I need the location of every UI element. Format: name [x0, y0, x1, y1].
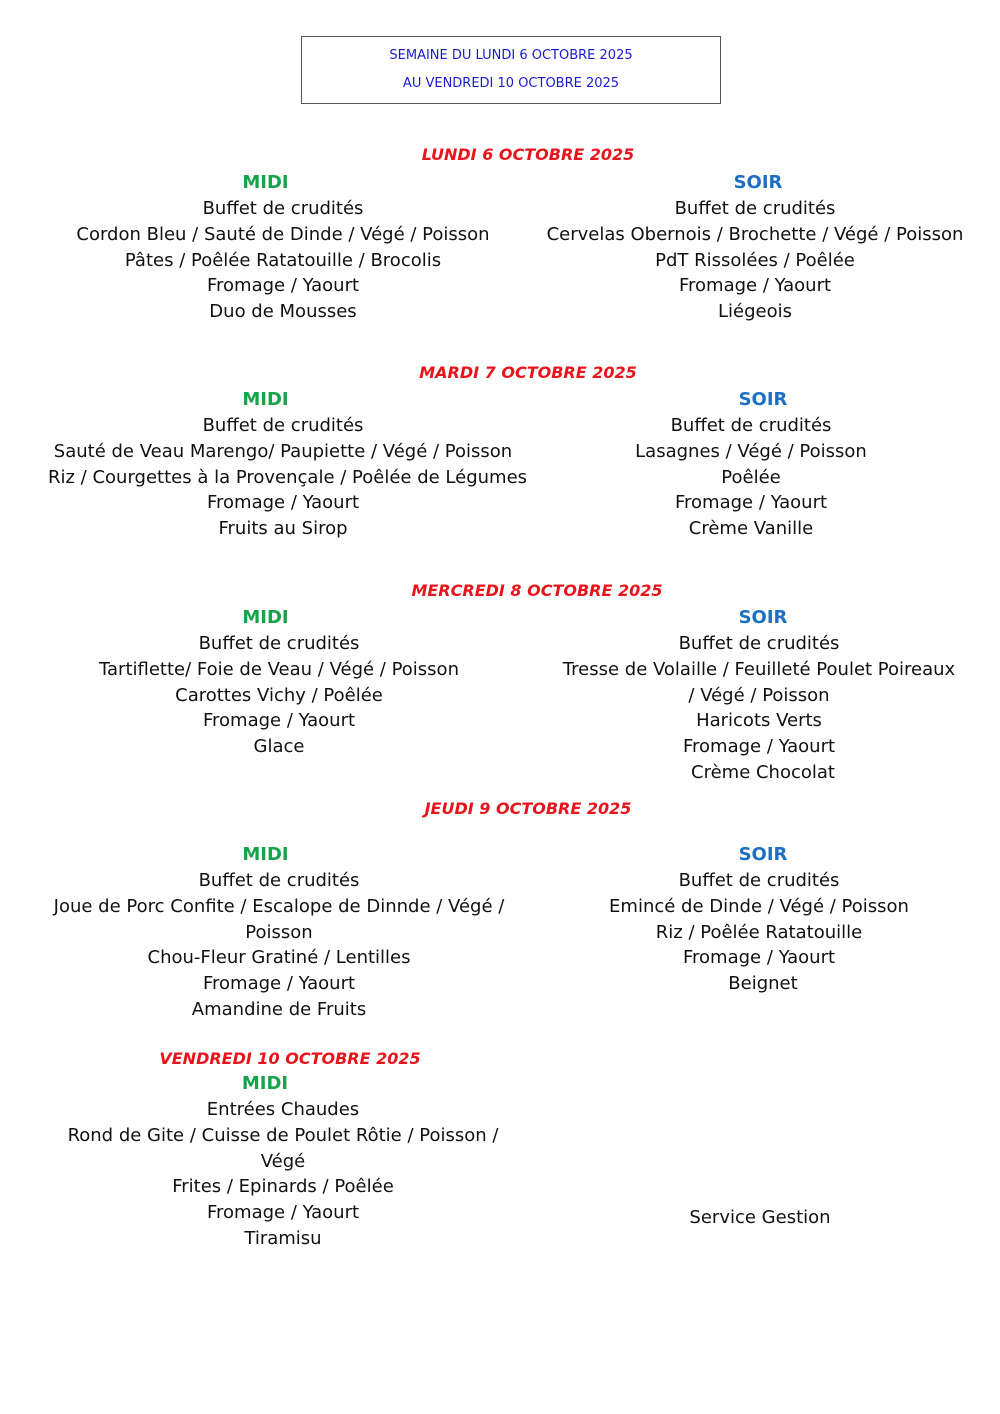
day-title-mercredi: MERCREDI 8 OCTOBRE 2025: [411, 581, 663, 600]
menu-item: Liégeois: [718, 301, 792, 323]
soir-heading: SOIR: [738, 389, 788, 410]
menu-item: Buffet de crudités: [670, 415, 832, 436]
menu-item: Fromage / Yaourt: [682, 736, 836, 758]
menu-item: Fromage / Yaourt: [678, 275, 832, 297]
menu-item: Emincé de Dinde / Végé / Poisson: [609, 895, 909, 917]
menu-item: Riz / Courgettes à la Provençale / Poêlée de Légumes: [48, 466, 528, 488]
midi-heading: MIDI: [242, 607, 289, 628]
menu-item: Fruits au Sirop: [218, 518, 348, 540]
menu-item: Poêlée: [721, 466, 781, 488]
menu-item: Tresse de Volaille / Feuilleté Poulet Poireaux: [562, 658, 956, 680]
menu-item: Pâtes / Poêlée Ratatouille / Brocolis: [124, 249, 442, 271]
menu-item: Buffet de crudités: [678, 870, 840, 891]
soir-heading: SOIR: [738, 844, 788, 865]
menu-item: Joue de Porc Confite / Escalope de Dinnde / Végé /: [53, 895, 505, 917]
menu-item: Buffet de crudités: [674, 198, 836, 219]
menu-item: Buffet de crudités: [198, 633, 360, 654]
menu-item: Lasagnes / Végé / Poisson: [635, 440, 867, 462]
menu-item: / Végé / Poisson: [688, 684, 830, 706]
menu-item: Chou-Fleur Gratiné / Lentilles: [147, 947, 411, 969]
menu-item: Tartiflette/ Foie de Veau / Végé / Poisson: [99, 658, 459, 680]
day-title-lundi: LUNDI 6 OCTOBRE 2025: [421, 145, 635, 164]
day-title-mardi: MARDI 7 OCTOBRE 2025: [419, 363, 637, 382]
menu-item: Duo de Mousses: [209, 301, 357, 323]
menu-item: Buffet de crudités: [202, 198, 364, 219]
menu-item: Riz / Poêlée Ratatouille: [655, 921, 863, 943]
menu-item: Beignet: [728, 973, 798, 995]
menu-item: Entrées Chaudes: [206, 1099, 360, 1120]
menu-item: Amandine de Fruits: [191, 998, 367, 1020]
day-title-vendredi: VENDREDI 10 OCTOBRE 2025: [159, 1049, 421, 1068]
menu-item: Buffet de crudités: [678, 633, 840, 654]
menu-item: Rond de Gite / Cuisse de Poulet Rôtie / Poisson /: [67, 1124, 499, 1146]
signature-service-gestion: Service Gestion: [689, 1207, 831, 1228]
menu-item: Cervelas Obernois / Brochette / Végé / Poisson: [546, 223, 964, 245]
menu-item: Cordon Bleu / Sauté de Dinde / Végé / Poisson: [76, 223, 490, 245]
menu-item: Fromage / Yaourt: [206, 492, 360, 514]
menu-item: Crème Vanille: [688, 518, 814, 540]
menu-soir-mercredi: [524, 605, 994, 786]
menu-item: Sauté de Veau Marengo/ Paupiette / Végé / Poisson: [53, 440, 513, 462]
week-header-line-2: AU VENDREDI 10 OCTOBRE 2025: [402, 76, 620, 91]
day-title-jeudi: JEUDI 9 OCTOBRE 2025: [424, 799, 632, 818]
menu-item: Crème Chocolat: [691, 761, 835, 783]
menu-item: Poisson: [245, 921, 313, 943]
midi-heading: MIDI: [242, 172, 289, 193]
menu-item: Buffet de crudités: [198, 870, 360, 891]
menu-item: Buffet de crudités: [202, 415, 364, 436]
menu-item: Haricots Verts: [696, 710, 822, 732]
week-header-line-1: SEMAINE DU LUNDI 6 OCTOBRE 2025: [389, 48, 633, 63]
menu-soir-lundi: [520, 170, 990, 325]
menu-midi-mercredi: [44, 605, 514, 760]
menu-soir-mardi: [516, 387, 986, 542]
menu-soir-jeudi: [524, 842, 994, 997]
midi-heading: MIDI: [242, 389, 289, 410]
soir-heading: SOIR: [733, 172, 783, 193]
menu-item: Carottes Vichy / Poêlée: [175, 684, 383, 706]
menu-item: PdT Rissolées / Poêlée: [655, 249, 855, 271]
menu-item: Fromage / Yaourt: [674, 492, 828, 514]
menu-midi-jeudi: [44, 842, 514, 1023]
menu-midi-vendredi: [48, 1071, 518, 1252]
menu-item: Fromage / Yaourt: [202, 710, 356, 732]
menu-item: Fromage / Yaourt: [202, 973, 356, 995]
menu-item: Végé: [260, 1150, 306, 1172]
menu-item: Fromage / Yaourt: [206, 1202, 360, 1224]
menu-midi-lundi: [48, 170, 518, 325]
midi-heading: MIDI: [242, 844, 289, 865]
menu-item: Fromage / Yaourt: [206, 275, 360, 297]
week-header-box: [301, 36, 721, 104]
midi-heading: MIDI: [241, 1073, 289, 1094]
menu-item: Fromage / Yaourt: [682, 947, 836, 969]
menu-item: Frites / Epinards / Poêlée: [172, 1176, 394, 1198]
menu-item: Glace: [253, 736, 305, 758]
menu-item: Tiramisu: [244, 1227, 322, 1249]
menu-midi-mardi: [48, 387, 528, 542]
soir-heading: SOIR: [738, 607, 788, 628]
